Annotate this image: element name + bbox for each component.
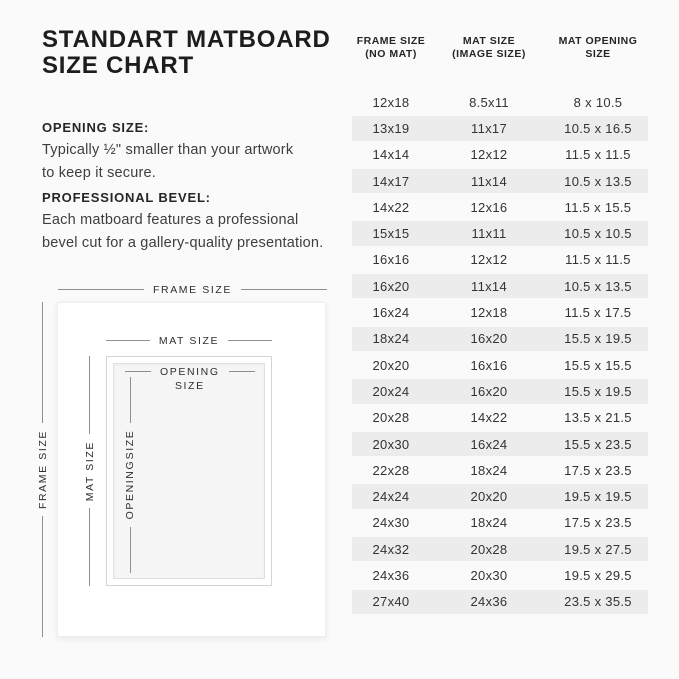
opening-size-label-vertical [124,430,137,519]
dimension-line [42,516,43,637]
table-row [352,352,648,378]
table-row [352,142,648,168]
professional-bevel-note [42,190,323,255]
dimension-line [130,527,131,573]
frame-rectangle [57,302,326,637]
frame-size-cell: 20x20 [372,357,410,373]
mat-opening-cell: 17.5 x 23.5 [564,515,632,531]
mat-opening-cell: 11.5 x 11.5 [565,147,631,163]
opening-size-heading: OPENING SIZE: [42,120,150,135]
table-row [352,431,648,457]
table-row [352,89,648,115]
mat-size-dimension-horizontal [106,334,272,347]
mat-opening-cell: 15.5 x 19.5 [564,383,632,399]
mat-opening-cell: 15.5 x 19.5 [564,331,632,347]
column-header-mat-opening-line2: SIZE [585,48,611,60]
dimension-line [89,508,90,586]
table-row [352,378,648,404]
table-row [352,168,648,194]
table-row [352,220,648,246]
column-header-mat-opening-line1: MAT OPENING [558,35,638,47]
mat-size-cell: 11x14 [471,278,507,294]
column-header-mat-size-line1: MAT SIZE [462,35,516,47]
mat-opening-cell: 8 x 10.5 [573,94,623,110]
mat-opening-cell: 10.5 x 10.5 [564,226,632,242]
mat-size-cell: 16x20 [470,383,508,399]
mat-size-cell: 11x17 [471,120,507,136]
table-row [352,326,648,352]
mat-size-cell: 14x22 [470,410,508,426]
column-header-mat-opening [548,35,648,61]
mat-opening-cell: 11.5 x 15.5 [564,199,632,215]
mat-size-cell: 18x24 [470,515,508,531]
table-row [352,589,648,615]
professional-bevel-heading: PROFESSIONAL BEVEL: [42,190,211,205]
frame-size-cell: 20x24 [372,383,410,399]
table-row [352,536,648,562]
mat-size-cell: 12x12 [470,147,508,163]
dimension-line [125,371,151,372]
frame-size-cell: 12x18 [372,94,410,110]
frame-size-cell: 18x24 [372,331,410,347]
frame-size-cell: 24x30 [372,515,410,531]
frame-size-cell: 16x24 [372,305,410,321]
mat-size-cell: 12x18 [470,305,508,321]
frame-size-cell: 14x22 [372,199,410,215]
mat-opening-cell: 15.5 x 23.5 [564,436,632,452]
dimension-line [58,289,144,290]
table-row [352,562,648,588]
mat-size-label-horizontal: MAT SIZE [158,334,220,347]
page-title [42,27,331,79]
frame-size-label-horizontal: FRAME SIZE [153,283,233,296]
mat-rectangle [106,356,272,586]
dimension-line [89,356,90,434]
opening-size-note [42,120,293,185]
frame-size-cell: 20x28 [372,410,410,426]
mat-size-cell: 20x20 [470,489,508,505]
column-header-frame-size-line1: FRAME SIZE [356,35,426,47]
frame-size-dimension-vertical [36,302,49,637]
column-header-mat-size [430,35,548,61]
mat-size-cell: 12x16 [470,199,508,215]
opening-size-dimension-vertical [116,377,144,573]
dimension-line [241,289,327,290]
opening-size-dimension-horizontal [125,365,253,393]
table-row [352,510,648,536]
mat-opening-cell: 11.5 x 11.5 [565,252,631,268]
opening-size-label-line1: OPENING [160,366,220,378]
mat-opening-cell: 13.5 x 21.5 [564,410,632,426]
page-title-line1: STANDART MATBOARD [42,26,331,53]
frame-size-cell: 16x16 [372,252,410,268]
opening-size-text-line2: to keep it secure. [42,165,157,181]
opening-size-label-line2: SIZE [174,380,205,392]
opening-size-text-line1: Typically ½" smaller than your artwork [42,142,294,158]
dimension-line [42,302,43,423]
mat-size-dimension-vertical [83,356,96,586]
frame-size-cell: 24x36 [372,567,410,583]
mat-opening-cell: 19.5 x 27.5 [564,541,632,557]
frame-size-cell: 15x15 [372,226,410,242]
frame-size-dimension-horizontal [58,283,327,296]
table-body [352,89,648,615]
dimension-line [106,340,150,341]
table-row [352,405,648,431]
mat-size-cell: 8.5x11 [469,94,509,110]
dimension-line [228,340,272,341]
frame-size-cell: 14x17 [372,173,410,189]
column-header-frame-size [352,35,430,61]
mat-opening-cell: 10.5 x 16.5 [564,120,632,136]
mat-size-cell: 11x11 [471,226,507,242]
mat-opening-cell: 15.5 x 15.5 [564,357,632,373]
table-row [352,247,648,273]
column-header-frame-size-line2: (NO MAT) [365,48,417,60]
table-row [352,483,648,509]
frame-size-cell: 14x14 [372,147,410,163]
frame-size-cell: 16x20 [372,278,410,294]
frame-size-cell: 24x24 [372,489,410,505]
mat-opening-cell: 19.5 x 29.5 [564,567,632,583]
mat-opening-cell: 19.5 x 19.5 [564,489,632,505]
size-table [352,35,648,615]
mat-opening-cell: 11.5 x 17.5 [564,305,632,321]
frame-size-cell: 22x28 [372,462,410,478]
mat-size-cell: 12x12 [470,252,508,268]
table-row [352,115,648,141]
mat-size-cell: 11x14 [471,173,507,189]
frame-size-cell: 27x40 [372,594,410,610]
professional-bevel-text-line2: bevel cut for a gallery-quality presentation. [42,235,324,251]
mat-size-cell: 20x28 [470,541,508,557]
table-row [352,273,648,299]
opening-size-label-vertical-line1: OPENING [123,460,136,520]
table-row [352,194,648,220]
mat-size-cell: 24x36 [470,594,508,610]
opening-size-label-horizontal [160,365,220,393]
mat-size-cell: 16x20 [470,331,508,347]
mat-opening-cell: 10.5 x 13.5 [564,278,632,294]
table-row [352,457,648,483]
mat-opening-cell: 17.5 x 23.5 [564,462,632,478]
mat-size-cell: 18x24 [470,462,508,478]
frame-size-cell: 20x30 [372,436,410,452]
dimension-line [229,371,255,372]
professional-bevel-text-line1: Each matboard features a professional [42,212,299,228]
frame-size-cell: 24x32 [372,541,410,557]
mat-size-cell: 16x16 [470,357,508,373]
frame-size-cell: 13x19 [372,120,410,136]
column-header-mat-size-line2: (IMAGE SIZE) [452,48,526,60]
mat-opening-cell: 10.5 x 13.5 [564,173,632,189]
professional-bevel-text [42,209,323,255]
mat-opening-cell: 23.5 x 35.5 [564,594,632,610]
opening-size-label-vertical-line2: SIZE [123,430,136,461]
opening-size-text [42,139,293,185]
mat-size-cell: 20x30 [470,567,508,583]
dimension-line [130,377,131,423]
frame-size-label-vertical: FRAME SIZE [36,430,49,510]
page-title-line2: SIZE CHART [42,52,194,79]
mat-size-label-vertical: MAT SIZE [83,440,96,502]
table-row [352,299,648,325]
table-header-row [352,35,648,61]
mat-size-cell: 16x24 [470,436,508,452]
